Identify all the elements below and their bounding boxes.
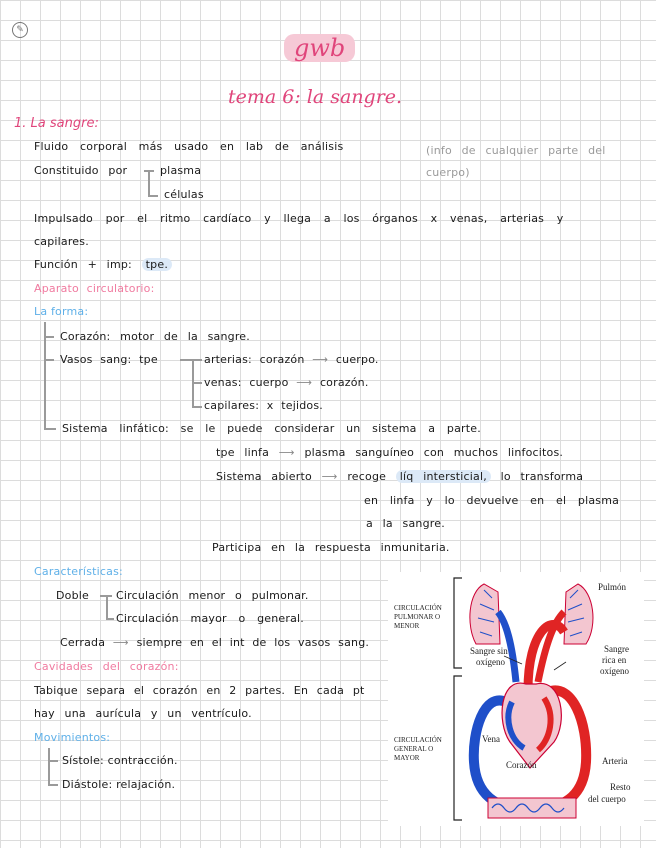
bracket-bottom [454, 676, 462, 820]
label-vena: Vena [482, 734, 500, 744]
linfa-line [216, 446, 563, 459]
label-sangre-rica: rica en [602, 655, 627, 665]
linfa-dest: plasma sanguíneo con muchos linfocitos. [304, 446, 564, 459]
label-resto: Resto [610, 782, 631, 792]
funcion-label: Función + imp: [34, 258, 132, 271]
label-corazon: Corazón [506, 760, 537, 770]
cerrado-value: siempre en el int de los vasos sang. [136, 636, 370, 649]
vaso-item [204, 376, 369, 389]
vaso-dest: cuerpo. [335, 353, 379, 366]
arrow-icon: ⟶ [278, 446, 295, 459]
tree-line [44, 359, 54, 361]
forma-heading: La forma: [34, 305, 89, 318]
abierto-a: recoge [347, 470, 387, 483]
label-circ-menor: MENOR [394, 622, 420, 630]
compuesto-item: plasma [160, 164, 202, 177]
impulsado-text: Impulsado por el ritmo cardíaco y llega a los órganos x venas, arterias y [34, 212, 564, 225]
section-heading: 1. La sangre: [14, 116, 99, 131]
note-text: (info de cualquier parte del cuerpo) [426, 144, 606, 179]
movimientos-heading: Movimientos: [34, 731, 111, 744]
sangre-definition-note [426, 140, 650, 184]
abierto-label: Sistema abierto [216, 470, 312, 483]
abierto-line-2: en linfa y lo devuelve en el plasma [364, 494, 620, 507]
label-sangre-rica: Sangre [604, 644, 629, 654]
doble-label: Doble [56, 589, 90, 602]
tree-line [180, 359, 202, 361]
abierto-line-3: a la sangre. [366, 517, 445, 530]
cerrado-line [60, 636, 369, 649]
tree-line [192, 406, 202, 408]
compuesto-label: Constituido por [34, 164, 128, 177]
label-circ-mayor: GENERAL O [394, 745, 434, 753]
vasos-label: Vasos sang: tpe [60, 353, 158, 366]
label-arteria: Arteria [602, 756, 628, 766]
compuesto-item: células [164, 188, 204, 201]
bracket-line [144, 170, 154, 172]
bracket-line [148, 170, 150, 196]
arrow-icon: ⟶ [312, 353, 329, 366]
label-resto: del cuerpo [588, 794, 626, 804]
movimiento-item: Diástole: relajación. [62, 778, 176, 791]
cerrado-label: Cerrada [60, 636, 106, 649]
cavidades-text: hay una aurícula y un ventrículo. [34, 707, 252, 720]
linfatico-text: se le puede considerar un sistema a parte. [180, 422, 481, 435]
lung-right [564, 584, 593, 644]
vaso-name: venas: cuerpo [204, 376, 289, 389]
linfa-label: tpe linfa [216, 446, 270, 459]
bracket-line [106, 595, 108, 619]
doble-item: Circulación menor o pulmonar. [116, 589, 309, 602]
vaso-dest: corazón. [319, 376, 369, 389]
tree-line [44, 428, 56, 430]
arrow-icon: ⟶ [296, 376, 313, 389]
arrow-icon: ⟶ [321, 470, 338, 483]
body-capillaries [488, 798, 576, 818]
abierto-c: lo transforma [500, 470, 584, 483]
circulation-diagram [388, 572, 644, 826]
linfatico-label: Sistema linfático: [62, 422, 169, 435]
funcion-line [34, 258, 172, 271]
abierto-b: líq intersticial, [396, 470, 491, 483]
sangre-definition: Fluido corporal más usado en lab de análisis [34, 140, 344, 153]
linfatico-line [62, 422, 481, 435]
bracket-top [454, 578, 462, 668]
impulsado-text: capilares. [34, 235, 89, 248]
funcion-value: tpe. [142, 258, 172, 271]
cavidades-heading: Cavidades del corazón: [34, 660, 179, 673]
tree-line [48, 784, 58, 786]
label-sangre-sin: Sangre sin [470, 646, 508, 656]
abierto-line [216, 470, 583, 483]
label-pointer [554, 662, 566, 670]
corner-icon: ✎ [12, 22, 28, 38]
label-circ-menor: PULMONAR O [394, 613, 441, 621]
tree-line [48, 748, 50, 784]
vaso-name: arterias: corazón [204, 353, 305, 366]
vaso-item [204, 353, 379, 366]
circulation-diagram-svg [388, 572, 644, 826]
subject-title: gwb [284, 34, 355, 62]
movimiento-item: Sístole: contracción. [62, 754, 178, 767]
label-circ-mayor: CIRCULACIÓN [394, 736, 442, 744]
caracteristicas-heading: Características: [34, 565, 123, 578]
label-sangre-rica: oxígeno [600, 666, 629, 676]
tree-line [48, 760, 58, 762]
doble-item: Circulación mayor o general. [116, 612, 304, 625]
label-circ-menor: CIRCULACIÓN [394, 604, 442, 612]
aparato-heading: Aparato circulatorio: [34, 282, 155, 295]
vaso-item: capilares: x tejidos. [204, 399, 323, 412]
inmunitaria-line: Participa en la respuesta inmunitaria. [212, 541, 450, 554]
arrow-icon: ⟶ [112, 636, 129, 649]
topic-title: tema 6: la sangre. [228, 86, 403, 108]
cavidades-text: Tabique separa el corazón en 2 partes. En cada pt [34, 684, 365, 697]
tree-line [44, 322, 46, 428]
label-pulmon: Pulmón [598, 582, 627, 592]
lung-left [470, 584, 500, 644]
bracket-line [148, 195, 158, 197]
label-circ-mayor: MAYOR [394, 754, 420, 762]
corazon-item: Corazón: motor de la sangre. [60, 330, 250, 343]
tree-line [44, 336, 54, 338]
bracket-line [106, 618, 114, 620]
label-sangre-sin: oxígeno [476, 657, 505, 667]
tree-line [192, 382, 202, 384]
